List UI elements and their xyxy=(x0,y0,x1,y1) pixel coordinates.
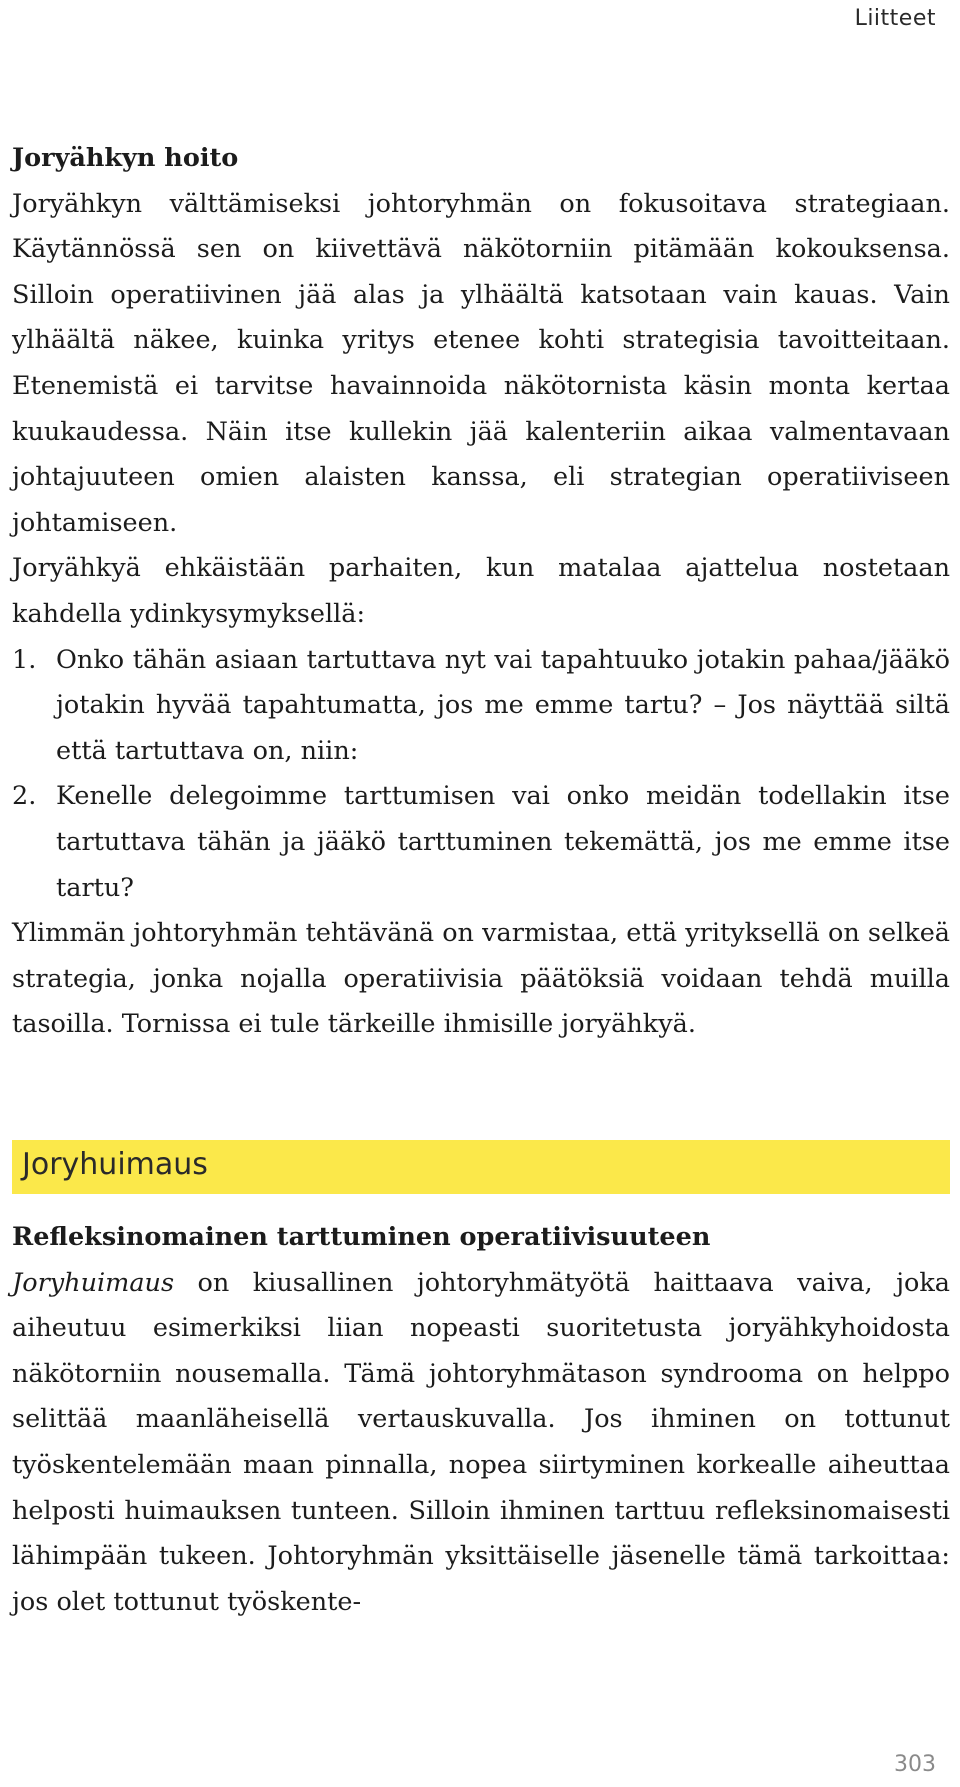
section-title: Joryhuimaus xyxy=(22,1147,208,1182)
list-item-number: 1. xyxy=(12,644,37,675)
body-paragraph: Joryähkyä ehkäistään parhaiten, kun matalaa ajattelua nostetaan kahdella ydinkysymyksellä: xyxy=(12,553,950,629)
section-joryhuimaus xyxy=(12,1215,950,1625)
question-list xyxy=(12,638,950,912)
running-head: Liitteet xyxy=(854,6,936,31)
body-paragraph-text: on kiusallinen johtoryhmätyötä haittaava vaiva, joka aiheutuu esimerkiksi liian nopeasti suoritetusta joryähkyhoidosta näkötorniin nousemalla. Tämä johtoryhmätason syndrooma on helppo selittää maanläheisellä vertauskuvalla. Jos ihminen on tottunut työskentelemään maan pinnalla, nopea siirtyminen korkealle aiheuttaa helposti huimauksen tunteen. Silloin ihminen tarttuu refleksinomaisesti lähimpään tukeen. Johtoryhmän yksittäiselle jäsenelle tämä tarkoittaa: jos olet tottunut työskente- xyxy=(12,1267,950,1617)
list-item xyxy=(12,774,950,911)
section-title-band xyxy=(12,1140,950,1194)
list-item-text: Kenelle delegoimme tarttumisen vai onko meidän todellakin itse tartuttava tähän ja jääkö tarttuminen tekemättä, jos me emme itse tartu? xyxy=(56,781,950,903)
section-heading: Joryähkyn hoito xyxy=(12,143,239,173)
defined-term: Joryhuimaus xyxy=(12,1267,175,1298)
page-number: 303 xyxy=(894,1752,936,1777)
body-paragraph xyxy=(12,1261,950,1626)
body-paragraph: Joryähkyn välttämiseksi johtoryhmän on fokusoitava strategiaan. Käytännössä sen on kiivettävä näkötorniin pitämään kokouksensa. Silloin operatiivinen jää alas ja ylhäältä katsotaan vain kauas. Vain ylhäältä näkee, kuinka yritys etenee kohti strategisia tavoitteitaan. Etenemistä ei tarvitse havainnoida näkötornista käsin monta kertaa kuukaudessa. Näin itse kullekin jää kalenteriin aikaa valmentavaan johtajuuteen omien alaisten kanssa, eli strategian operatiiviseen johtamiseen. xyxy=(12,188,950,538)
section-heading: Refleksinomainen tarttuminen operatiivisuuteen xyxy=(12,1222,711,1252)
list-item xyxy=(12,638,950,775)
list-item-number: 2. xyxy=(12,781,37,812)
body-paragraph: Ylimmän johtoryhmän tehtävänä on varmistaa, että yrityksellä on selkeä strategia, jonka nojalla operatiivisia päätöksiä voidaan tehdä muilla tasoilla. Tornissa ei tule tärkeille ihmisille joryähkyä. xyxy=(12,918,950,1040)
section-joryahkyn-hoito xyxy=(12,136,950,1048)
list-item-text: Onko tähän asiaan tartuttava nyt vai tapahtuuko jotakin pahaa/jääkö jotakin hyvää tapahtumatta, jos me emme tartu? – Jos näyttää siltä että tartuttava on, niin: xyxy=(56,644,950,766)
